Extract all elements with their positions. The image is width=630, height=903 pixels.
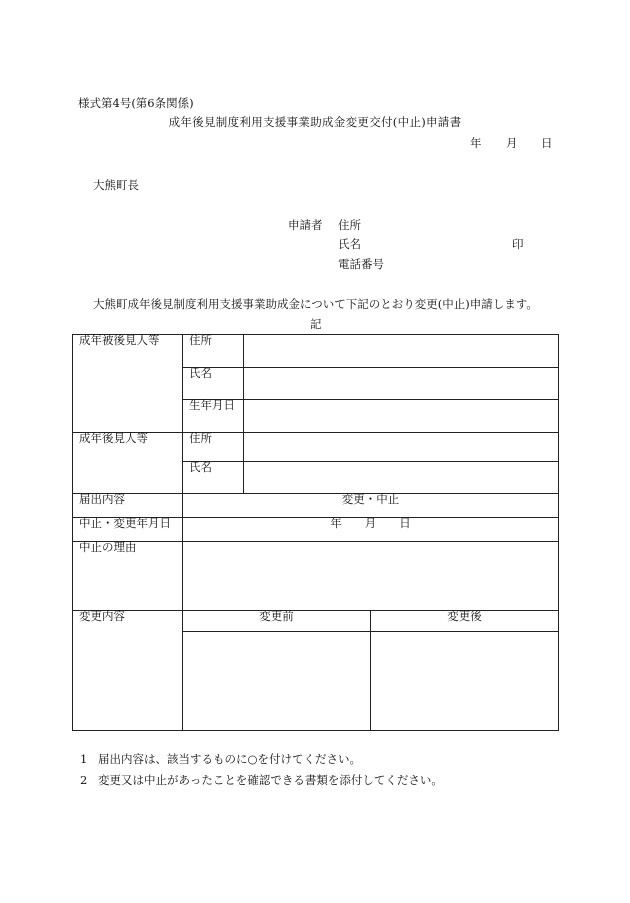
ward-label: 成年被後見人等 — [73, 335, 183, 433]
application-form-table — [72, 334, 559, 731]
guardian-address-label: 住所 — [183, 433, 244, 462]
document-title: 成年後見制度利用支援事業助成金変更交付(中止)申請書 — [168, 115, 462, 129]
applicant-name-label: 氏名 — [338, 237, 361, 251]
table-row — [73, 335, 559, 368]
table-row — [73, 494, 559, 518]
addressee: 大熊町長 — [93, 178, 139, 192]
guardian-name-field[interactable] — [244, 462, 559, 494]
date-month-label: 月 — [506, 136, 518, 150]
date-year-label: 年 — [470, 136, 482, 150]
guardian-label: 成年後見人等 — [73, 433, 183, 494]
ward-address-label: 住所 — [183, 335, 244, 368]
reason-label: 中止の理由 — [73, 542, 183, 611]
after-change-field[interactable] — [371, 632, 559, 731]
seal-mark: 印 — [512, 237, 524, 251]
after-change-header: 変更後 — [371, 611, 559, 632]
applicant-address-label: 住所 — [338, 218, 361, 232]
ki-heading: 記 — [310, 317, 322, 331]
application-statement: 大熊町成年後見制度利用支援事業助成金について下記のとおり変更(中止)申請します。 — [93, 297, 538, 311]
table-row — [73, 542, 559, 611]
ward-address-field[interactable] — [244, 335, 559, 368]
notification-options[interactable]: 変更・中止 — [183, 494, 559, 518]
applicant-label: 申請者 — [288, 218, 323, 232]
note-number: 2 — [80, 773, 88, 787]
ward-name-label: 氏名 — [183, 368, 244, 400]
note-text: 届出内容は、該当するものに○を付けてください。 — [98, 752, 362, 766]
notification-label: 届出内容 — [73, 494, 183, 518]
ward-name-field[interactable] — [244, 368, 559, 400]
table-row — [73, 611, 559, 632]
note-item — [80, 775, 443, 787]
table-row — [73, 518, 559, 542]
form-number-label: 様式第4号(第6条関係) — [78, 96, 194, 110]
reason-field[interactable] — [183, 542, 559, 611]
change-content-label: 変更内容 — [73, 611, 183, 731]
guardian-name-label: 氏名 — [183, 462, 244, 494]
note-number: 1 — [80, 752, 88, 766]
ward-birthdate-field[interactable] — [244, 400, 559, 433]
guardian-address-field[interactable] — [244, 433, 559, 462]
change-date-field[interactable]: 年 月 日 — [183, 518, 559, 542]
applicant-phone-label: 電話番号 — [338, 257, 384, 271]
date-day-label: 日 — [541, 136, 553, 150]
note-item — [80, 754, 361, 766]
table-row — [73, 433, 559, 462]
change-date-label: 中止・変更年月日 — [73, 518, 183, 542]
note-text: 変更又は中止があったことを確認できる書類を添付してください。 — [98, 773, 443, 787]
before-change-header: 変更前 — [183, 611, 371, 632]
before-change-field[interactable] — [183, 632, 371, 731]
ward-birthdate-label: 生年月日 — [183, 400, 244, 433]
